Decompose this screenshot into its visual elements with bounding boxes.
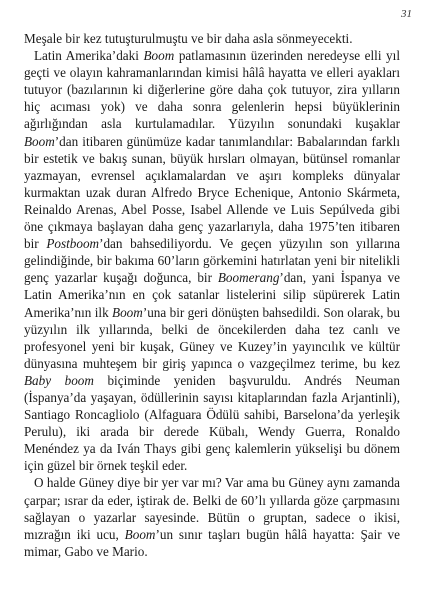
paragraph-2 [24,47,400,474]
text-run-italic: Boom [112,304,143,320]
text-run: Meşale bir kez tutuşturulmuştu ve bir daha asla sönmeyecekti. [24,31,353,46]
text-run: ’una bir geri dönüşten bahsedildi. Son olarak, bu yüzyılın ilk yıllarında, belki de öncekilerden daha tez canlı ve profesyonel yeni bir kuşak, Güney ve Kuzey’in yayıncılık ve kültür dünyasına muhteşem bir giriş yapınca o vazgeçilmez terime, bu kez [24,304,400,371]
page-body [24,30,400,560]
page-number: 31 [401,8,412,20]
text-run-italic: Boomerang [217,270,280,286]
text-run: Latin Amerika’daki [34,48,144,64]
text-run-italic: Baby boom [24,372,94,388]
text-run-italic: Boom [143,48,175,64]
text-run-italic: Postboom [46,236,100,252]
text-run: patlamasının üzerinden neredeyse elli yıl geçti ve olayın kahramanlarından kimisi hâlâ hayatta ve elleri ayakları tutuyor (bazılarının ki diğerlerine göre daha çok tutuyor, zira yılların hiç acıması yok) ve daha sonra gelenlerin hepsi büyüklerinin ağırlığından asla kurtulamadılar. Yüzyılın sonundaki kuşaklar [24,48,400,132]
text-run-italic: Boom [124,526,156,542]
text-run: ’dan itibaren günümüze kadar tanımlandılar: Babalarından farklı bir estetik ve bakış sunan, büyük hırsları olmayan, bütünsel romanlar yazmayan, evrensel açıklamalardan ve aşırı kompleks dünyalar kurmaktan uzak duran Alfredo Bryce Echenique, Antonio Skármeta, Reinaldo Arenas, Abel Posse, Isabel Allende ve Luis Sepúlveda gibi öne çıkmaya başlayan daha genç yazarlarıyla, daha 1975’ten itibaren bir [24,133,400,252]
paragraph-3 [24,474,400,559]
text-run: ’dan, yani İspanya ve Latin Amerika’nın en çok satanlar listelerini silip süpürerek Latin Amerika’nın ilk [24,270,400,320]
text-run: ’un sınır taşları bugün hâlâ hayatta: Şair ve mimar, Gabo ve Mario. [24,526,400,559]
text-run: ’dan bahsediliyordu. Ve geçen yüzyılın son yıllarına gelindiğinde, bir bakıma 60’ların görkemini hatırlatan yeni bir nitelikli genç yazarlar kuşağı doğunca, bir [24,236,400,286]
text-run: biçiminde yeniden başvuruldu. Andrés Neuman (İspanya’da yaşayan, ödüllerinin sayısı kitaplarından fazla Arjantinli), Santiago Roncagliolo (Alfaguara Ödülü sahibi, Barselona’da yerleşik Perulu), iki arada bir derede Kübalı, Wendy Guerra, Ronaldo Menéndez ya da Iván Thays gibi genç kalemlerin yükselişi bu dönem için güzel bir örnek teşkil eder. [24,372,400,474]
text-run: O halde Güney diye bir yer var mı? Var ama bu Güney aynı zamanda çarpar; ısrar da eder, iştirak de. Belki de 60’lı yıllarda göze çarpmasını sağlayan o yazarlar sayesinde. Bütün o gruptan, sadece o ikisi, mızrağın iki ucu, [24,475,400,542]
paragraph-1 [24,30,400,47]
text-run-italic: Boom [24,133,55,149]
